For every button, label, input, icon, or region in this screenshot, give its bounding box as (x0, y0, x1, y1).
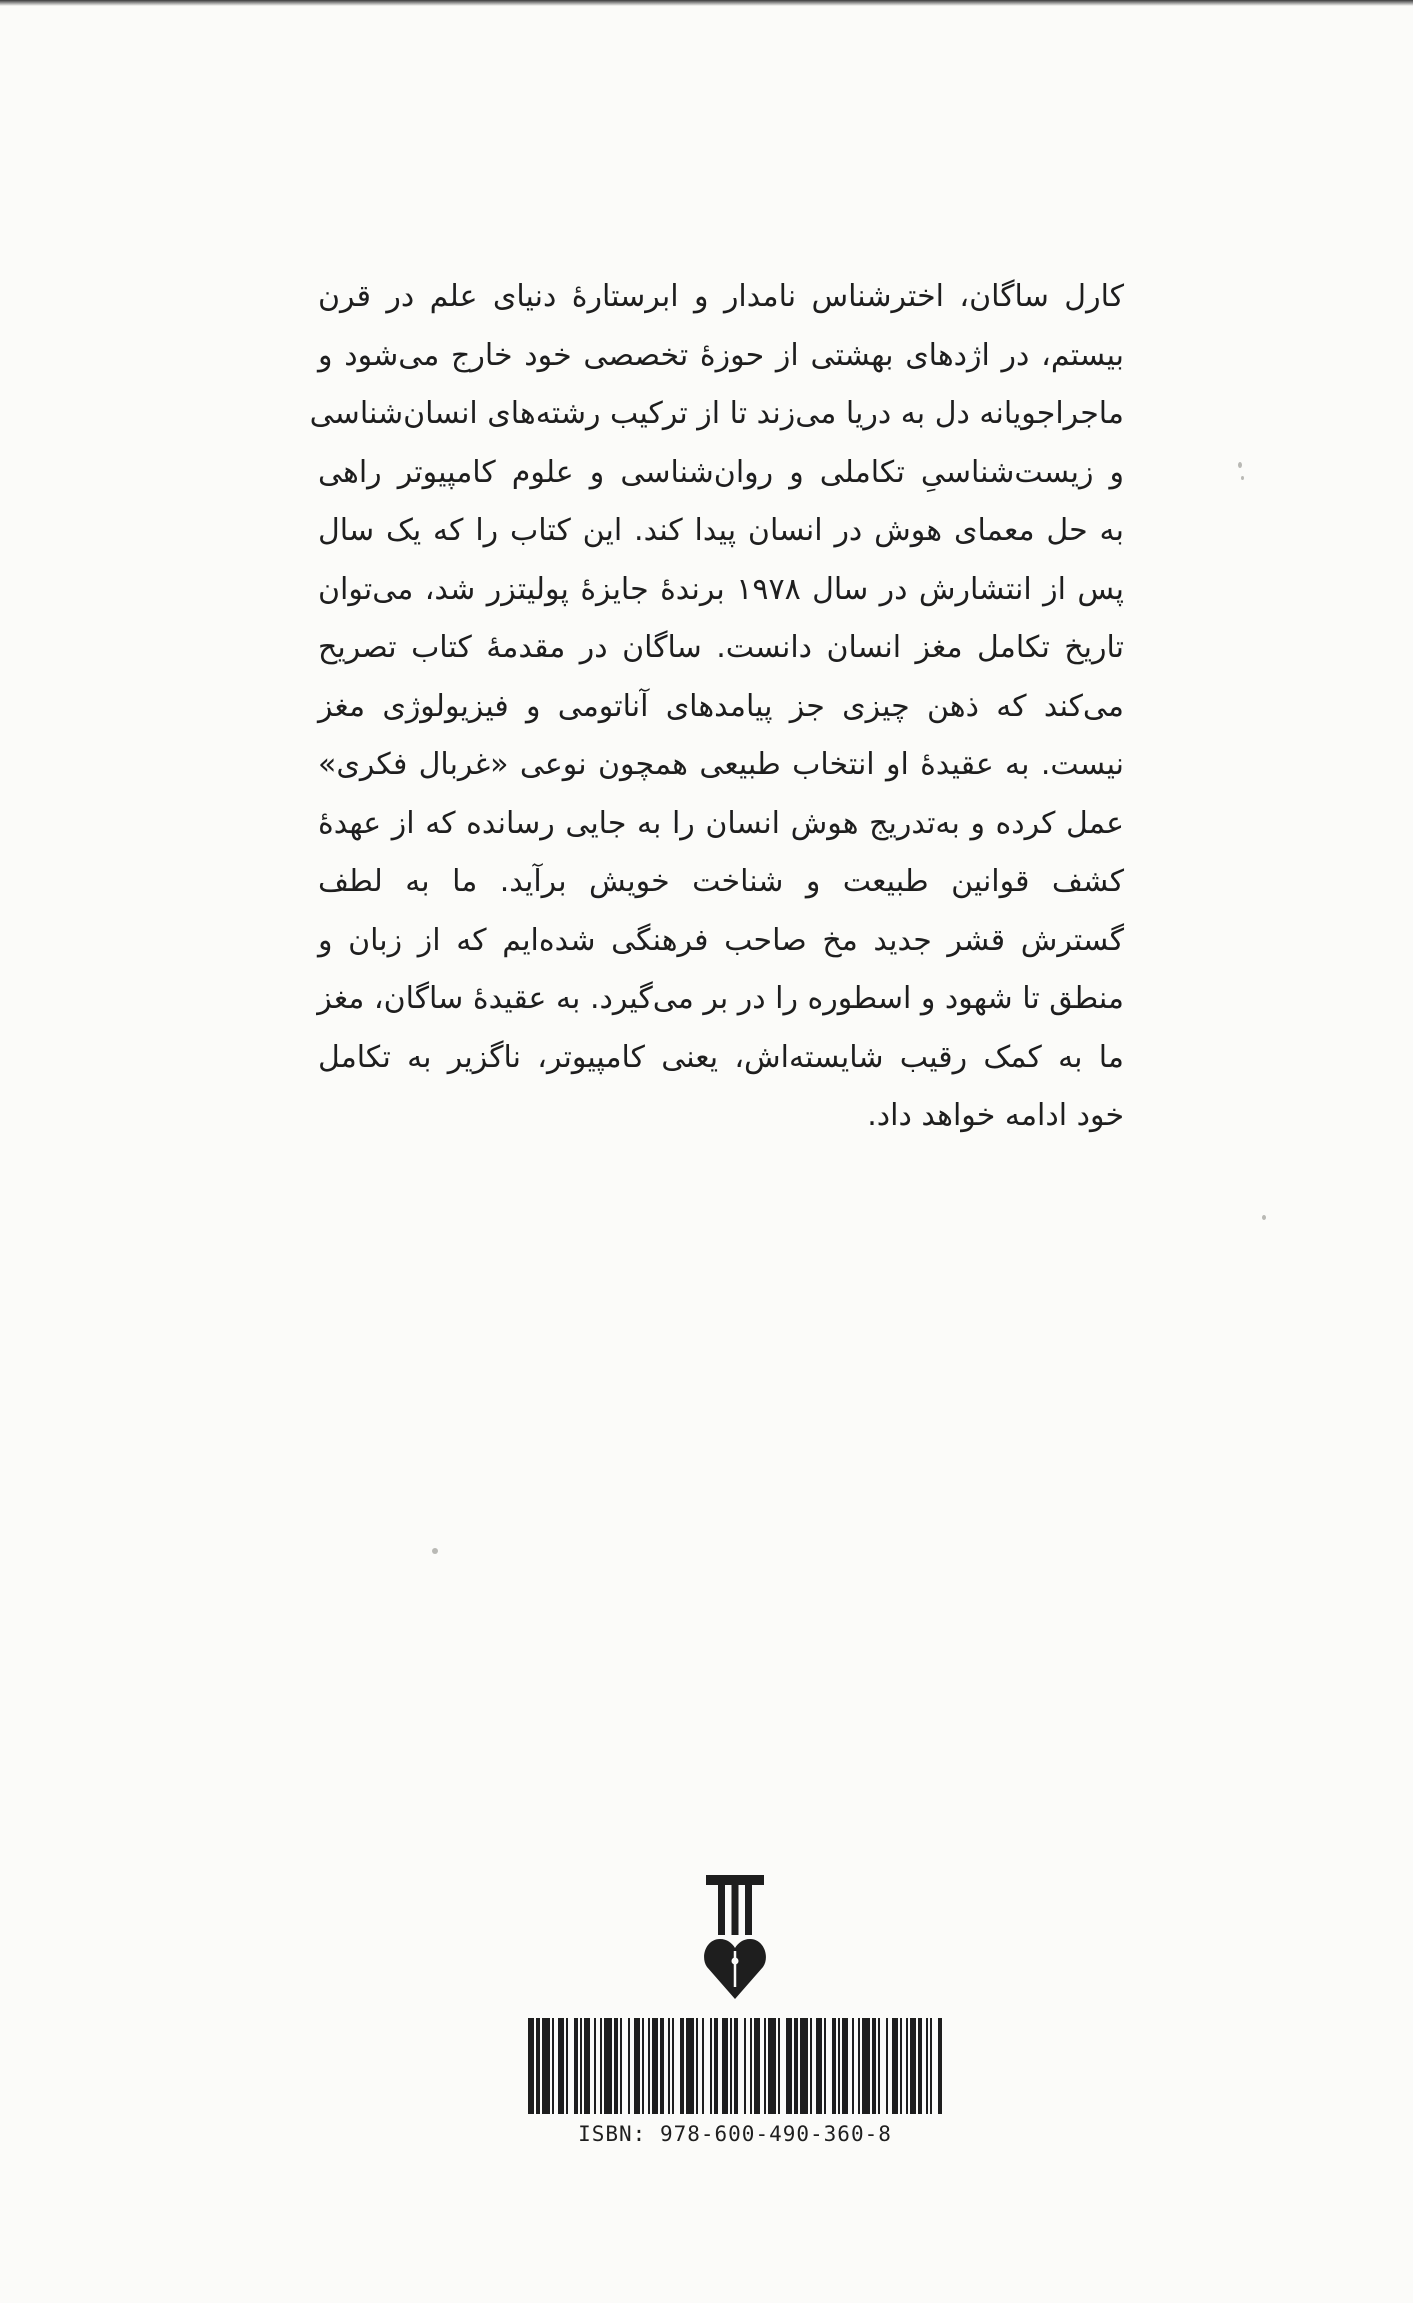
blurb-line: ماجراجویانه دل به دریا می‌زند تا از ترکیب رشته‌های انسان‌شناسی (309, 396, 1124, 431)
blurb-line: پس از انتشارش در سال ۱۹۷۸ برندهٔ جایزهٔ پولیتزر شد، می‌توان (318, 571, 1124, 607)
top-edge-shadow (0, 0, 1413, 6)
blurb-line: بیستم، در اژدهای بهشتی از حوزهٔ تخصصی خود خارج می‌شود و (318, 337, 1124, 373)
pen-nib-icon (702, 1875, 768, 2001)
blurb-line: تاریخ تکامل مغز انسان دانست. ساگان در مقدمهٔ کتاب تصریح (318, 630, 1124, 665)
blurb-line: عمل کرده و به‌تدریج هوش انسان را به جایی رسانده که از عهدهٔ (318, 805, 1124, 841)
paper-speck (432, 1548, 438, 1554)
blurb-line: کارل ساگان، اخترشناس نامدار و ابرستارهٔ دنیای علم در قرن (318, 279, 1124, 314)
paper-speck (1262, 1215, 1266, 1220)
barcode-icon (526, 2018, 944, 2114)
blurb-line: خود ادامه خواهد داد. (867, 1098, 1124, 1133)
blurb-line: گسترش قشر جدید مخ صاحب فرهنگی شده‌ایم که از زبان و (318, 922, 1124, 958)
blurb-line: به حل معمای هوش در انسان پیدا کند. این کتاب را که یک سال (318, 513, 1124, 548)
blurb-line: و زیست‌شناسیِ تکاملی و روان‌شناسی و علوم کامپیوتر راهی (318, 454, 1124, 490)
back-cover-blurb (309, 268, 1124, 1146)
isbn-number: ISBN: 978-600-490-360-8 (578, 2122, 892, 2146)
blurb-line: منطق تا شهود و اسطوره را در بر می‌گیرد. به عقیدهٔ ساگان، مغز (317, 981, 1124, 1016)
blurb-line: کشف قوانین طبیعت و شناخت خویش برآید. ما به لطف (318, 864, 1124, 899)
blurb-line: نیست. به عقیدهٔ او انتخاب طبیعی همچون نوعی «غربال فکری» (318, 747, 1124, 782)
paper-speck (1238, 462, 1242, 468)
blurb-line: می‌کند که ذهن چیزی جز پیامدهای آناتومی و فیزیولوژی مغز (318, 688, 1124, 724)
paper-speck (1241, 476, 1244, 480)
blurb-line: ما به کمک رقیب شایسته‌اش، یعنی کامپیوتر، ناگزیر به تکامل (318, 1039, 1124, 1075)
